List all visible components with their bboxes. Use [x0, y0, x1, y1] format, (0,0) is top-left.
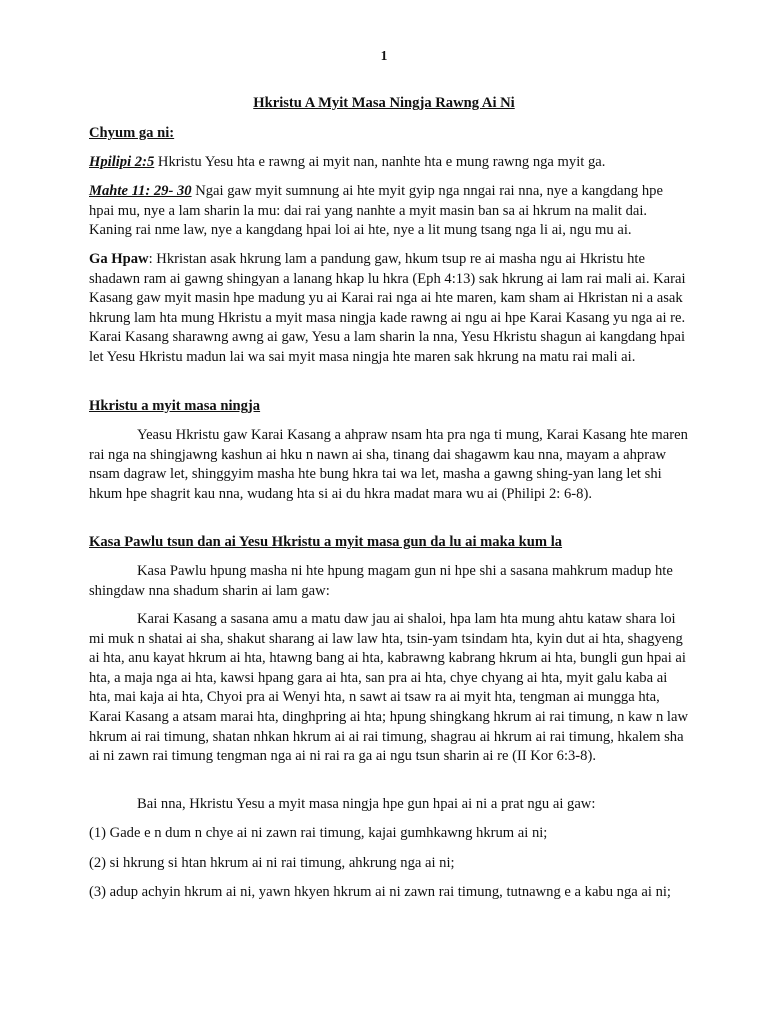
list-item-2: (2) si hkrung si htan hkrum ai ni rai timung, ahkrung nga ai ni; — [89, 855, 455, 871]
section1-paragraph: Yeasu Hkristu gaw Karai Kasang a ahpraw nsam hta pra nga ti mung, Karai Kasang hte maren rai nga na shingjawng kashun ai hku n nawn ai sha, tinang dai shagawm kau nna, mayam a ahpraw nsam dagraw let, shinggyim masha hte bung hkra tai wa let, masha a gawng shing-yan lang let shi hkum hpe shagrit kau nna, wudang hta si ai du hkra madat mara wu ai (Philipi 2: 6-8). — [89, 427, 688, 502]
verse-hpilipi — [89, 153, 689, 173]
verse-ref-hpilipi: Hpilipi 2:5 — [89, 154, 155, 170]
document-title: Hkristu A Myit Masa Ningja Rawng Ai Ni — [253, 95, 515, 111]
intro-paragraph — [89, 250, 689, 368]
list-item-1: (1) Gade e n dum n chye ai ni zawn rai timung, kajai gumhkawng hkrum ai ni; — [89, 825, 548, 841]
page-number: 1 — [380, 48, 388, 63]
verse-mahte — [89, 182, 689, 241]
section-heading-2: Kasa Pawlu tsun dan ai Yesu Hkristu a myit masa gun da lu ai maka kum la — [89, 534, 563, 550]
verse-text-mahte: Ngai gaw myit sumnung ai hte myit gyip nga nngai rai nna, nye a kangdang hpe hpai mu, nye a lam sharin la mu: dai rai yang nanhte a myit masin ban sa ai hkrum na malit dai. Kaning rai nme law, nye a kangdang hpai loi ai hte, nye a lit mung tsang nga li ai, ngu mu ai. — [89, 183, 663, 239]
section-heading-1: Hkristu a myit masa ningja — [89, 398, 261, 414]
section2-paragraph-2: Karai Kasang a sasana amu a matu daw jau ai shaloi, hpa lam hta mung ahtu kataw shara loi mi muk n shatai ai sha, shakut sharang ai law law hta, tsin-yam tsindam hta, kyin dut ai hta, shagyeng ai hta, anu kayat hkrum ai hta, htawng bang ai hta, kabrawng kabrang hkrum ai hta, bungli gun hpai ai hta, a maja nga ai hta, kawsi hpang gara ai hta, san pra ai hta, chye chyang ai hta, myit galu kaba ai hta, mai kaja ai hta, Chyoi pra ai Wenyi hta, n sawt ai tsaw ra ai myit hta, tengman ai mungga hta, Karai Kasang a atsam marai hta, dinghpring ai hta; hpung shingkang hkrum ai rai timung, n kaw n law hkrum ai rai timung, shatan nhkan hkrum ai ai rai timung, shagrau ai hkrum ai rai timung, hkalem sha ai ni zawn rai timung tengman nga ai ni rai ra ga ai ngu tsun sharin ai re (II Kor 6:3-8). — [89, 611, 689, 765]
chyum-label: Chyum ga ni: — [89, 125, 175, 141]
section2-paragraph-1: Kasa Pawlu hpung masha ni hte hpung magam gun ni hpe shi a sasana mahkrum madup hte shingdaw nna shadum sharin ai lam gaw: — [89, 563, 673, 599]
verse-ref-mahte: Mahte 11: 29- 30 — [89, 183, 192, 199]
section2-paragraph-3: Bai nna, Hkristu Yesu a myit masa ningja hpe gun hpai ai ni a prat ngu ai gaw: — [137, 796, 596, 812]
ga-hpaw-text: : Hkristan asak hkrung lam a pandung gaw, hkum tsup re ai masha ngu ai Hkristu hte shadawn ram ai gawng shingyan a lanang hkap lu hkra (Eph 4:13) sak hkrung ai lam rai mali ai. Karai Kasang gaw myit masin hpe madung yu ai Karai rai nga ai hte maren, kam sham ai Hkristan ni a asak hkrung lam hta mung Hkristu a myit masa ningja kade rawng ai ngu ai hpe Karai Kasang yu nga ai re. Karai Kasang sharawng awng ai gaw, Yesu a lam sharin la nna, Yesu Hkristu shagun ai kangdang hpai let Yesu Hkristu madun lai wa sai myit masa ningja hte maren sak hkrung na matu rai mali ai. — [89, 251, 686, 365]
verse-text-hpilipi: Hkristu Yesu hta e rawng ai myit nan, nanhte hta e mung rawng nga myit ga. — [154, 154, 606, 170]
list-item-3: (3) adup achyin hkrum ai ni, yawn hkyen hkrum ai ni zawn rai timung, tutnawng e a kabu nga ai ni; — [89, 884, 671, 900]
ga-hpaw-label: Ga Hpaw — [89, 251, 149, 267]
